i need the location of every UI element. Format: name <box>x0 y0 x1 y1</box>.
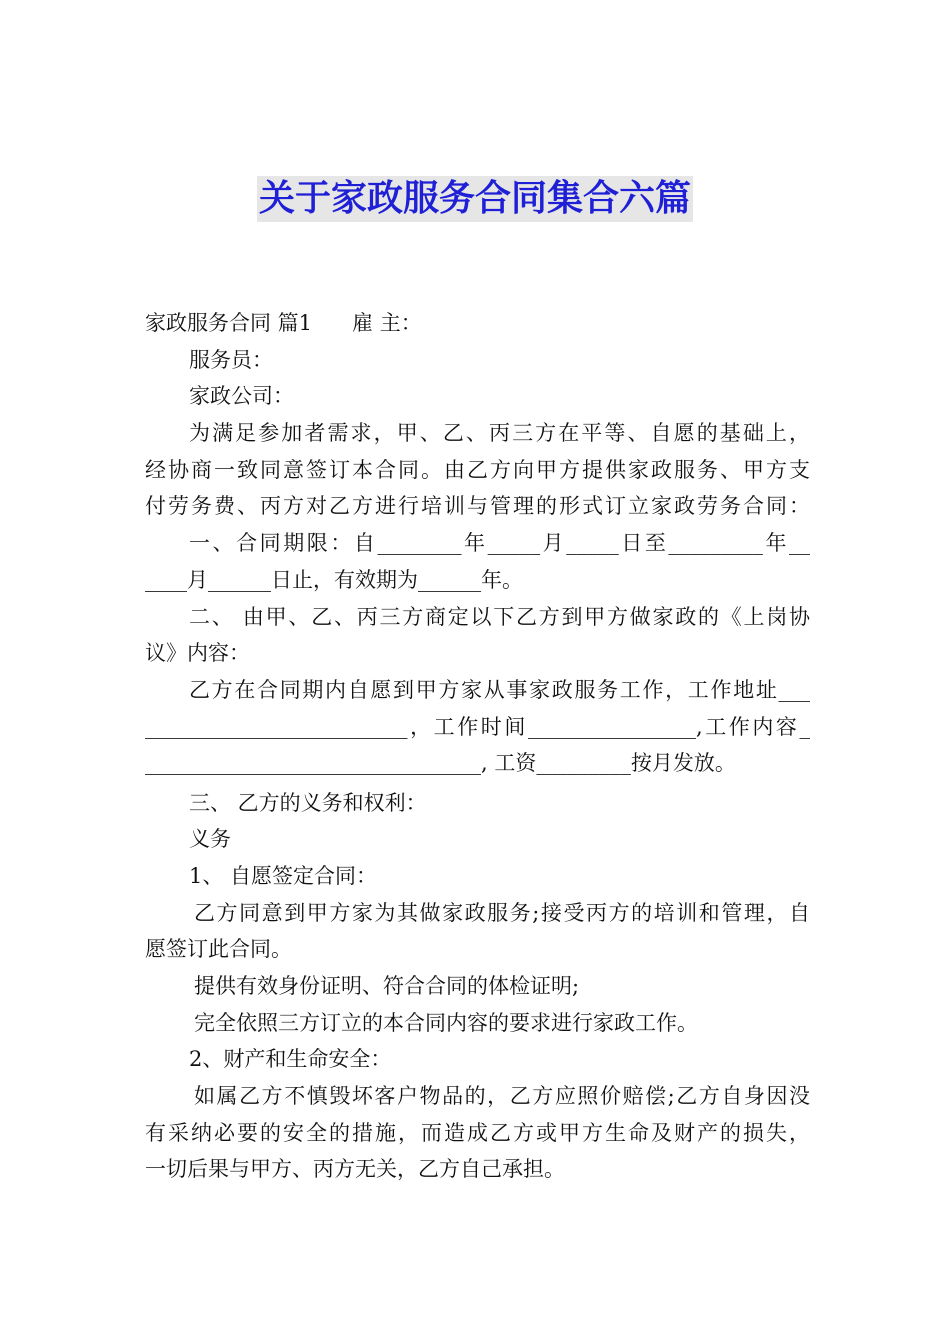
text-line: 完全依照三方订立的本合同内容的要求进行家政工作。 <box>194 1011 698 1035</box>
title-wrap <box>0 176 950 222</box>
text-line: 三、 乙方的义务和权利： <box>189 791 427 815</box>
document-title: 关于家政服务合同集合六篇 <box>257 176 693 222</box>
employer-label: 雇 主： <box>352 311 422 335</box>
text-line: 1、 自愿签定合同： <box>189 864 378 888</box>
text-line: 乙方在合同期内自愿到甲方家从事家政服务工作，工作地址___ <box>189 678 810 702</box>
text-line: 服务员： <box>189 348 273 372</box>
text-line: 付劳务费、丙方对乙方进行培训与管理的形式订立家政劳务合同： <box>145 494 810 518</box>
text-line: 有采纳必要的安全的措施，而造成乙方或甲方生命及财产的损失， <box>145 1121 810 1145</box>
text-line: _________________________，工作时间________________,工作内容_ <box>145 715 810 739</box>
text-line: 愿签订此合同。 <box>145 937 292 961</box>
section-heading: 家政服务合同 篇1 <box>145 311 313 335</box>
text-line: ________________________________, 工资_________按月发放。 <box>145 751 736 775</box>
section-heading-line <box>145 308 810 338</box>
text-line: 经协商一致同意签订本合同。由乙方向甲方提供家政服务、甲方支 <box>145 458 810 482</box>
text-line: 2、财产和生命安全： <box>189 1047 392 1071</box>
text-line: ____月______日止，有效期为______年。 <box>145 568 523 592</box>
text-line: 一切后果与甲方、丙方无关，乙方自己承担。 <box>145 1157 565 1181</box>
text-line: 如属乙方不慎毁坏客户物品的，乙方应照价赔偿;乙方自身因没 <box>194 1084 810 1108</box>
text-line: 二、 由甲、乙、丙三方商定以下乙方到甲方做家政的《上岗协 <box>189 605 810 629</box>
text-line: 乙方同意到甲方家为其做家政服务;接受丙方的培训和管理，自 <box>194 901 810 925</box>
text-line: 家政公司： <box>189 384 294 408</box>
text-line: 为满足参加者需求，甲、乙、丙三方在平等、自愿的基础上， <box>189 421 810 445</box>
text-line: 义务 <box>189 827 231 851</box>
text-line: 提供有效身份证明、符合合同的体检证明; <box>194 974 580 998</box>
text-line: 一、合同期限：自________年_____月_____日至_________年__ <box>189 531 810 555</box>
text-line: 议》内容： <box>145 641 250 665</box>
